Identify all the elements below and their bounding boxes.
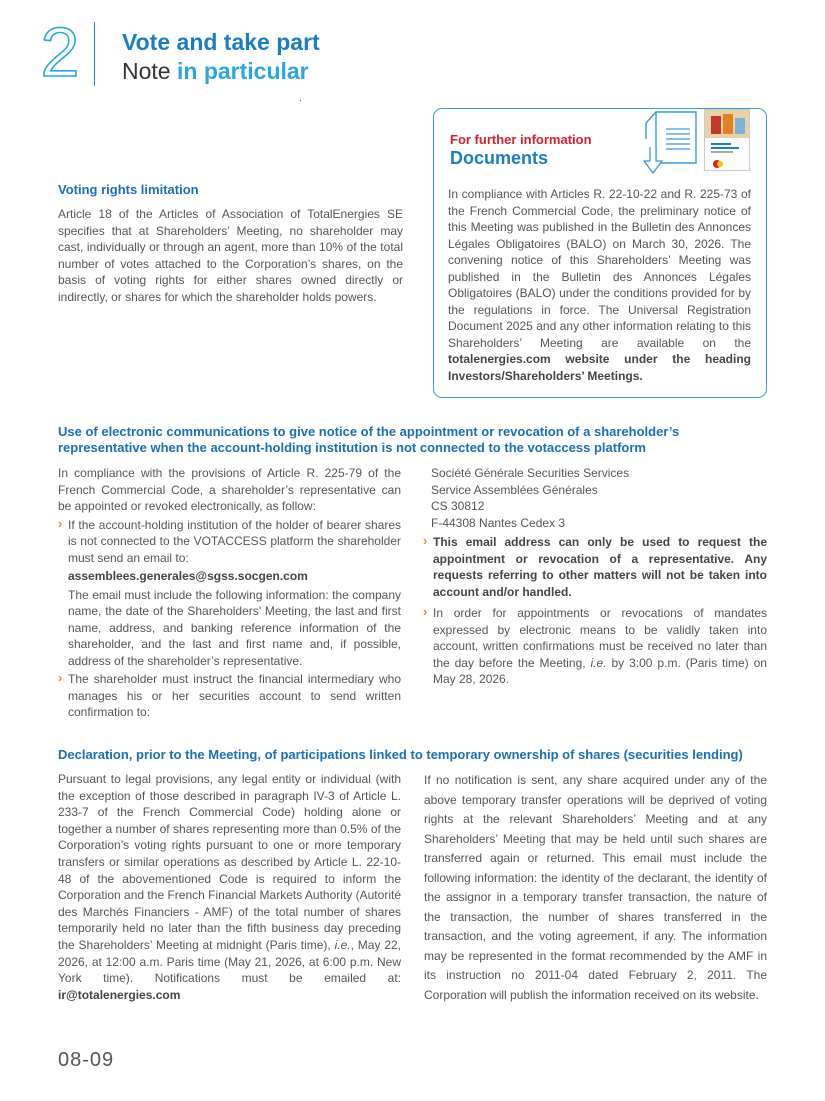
info-box-title: Documents <box>450 148 549 168</box>
page-subtitle <box>122 58 309 85</box>
deadline-text-b: by 3:00 p.m. (Paris time) on May 28, 2026. <box>433 655 767 686</box>
bullet-bearer-shares-text: If the account-holding institution of the holder of bearer shares is not connected to the VOTACCESS platform the shareholder must send an email to: <box>68 517 401 565</box>
electronic-right-column <box>423 465 767 688</box>
document-cover-thumbnail <box>704 109 750 171</box>
chapter-number <box>32 14 88 86</box>
document-download-icon <box>638 109 700 179</box>
subtitle-prefix: Note <box>122 58 171 84</box>
deadline-text-a: In order for appointments or revocations of mandates expressed by electronic means to be validly taken into account, written confirmations must be received no later than the day before the Meeting, <box>433 606 767 670</box>
declaration-left-text <box>58 771 401 1003</box>
voting-rights-body: Article 18 of the Articles of Association of TotalEnergies SE specifies that at Shareholders’ Meeting, no shareholder may cast, individually or through an agent, more than 10% of the total number of votes attached to the Corporation’s shares, on the basis of voting rights for either shares owned directly or indirectly, or shares for which the shareholder holds powers. <box>58 207 403 304</box>
ir-email: ir@totalenergies.com <box>58 987 181 1002</box>
declaration-left-a: Pursuant to legal provisions, any legal entity or individual (with the exception of those described in paragraph IV-3 of Article L. 233-7 of the French Commercial Code) holding alone or together a number of shares representing more than 0.5% of the Corporation’s voting rights pursuant to one or more temporary transfers or similar operations as described by Article L. 22-10-48 of the abovementioned Code is required to inform the Corporation and the French Financial Markets Authority (Autorité des Marchés Financiers - AMF) of the total number of shares temporarily held no later than the fifth business day preceding the Shareholders’ Meeting at midnight (Paris time), <box>58 772 401 952</box>
subtitle-accent: in particular <box>176 58 309 84</box>
page-title: Vote and take part <box>122 29 320 55</box>
info-box-label: For further information <box>450 132 592 147</box>
email-required-info: The email must include the following information: the company name, the date of the Shareholders’ Meeting, the last and first name, address, and banking reference information of the shareholder, and the last and first name and, if possible, address of the shareholder’s representative. <box>68 587 401 668</box>
bullet-email-usage-text: This email address can only be used to request the appointment or revocation of a representative. Any requests referring to other matters will not be taken into account and/or handled. <box>433 535 767 599</box>
sgss-address-line-4: F-44308 Nantes Cedex 3 <box>431 515 566 530</box>
header-divider <box>94 22 95 86</box>
info-box-link-text: totalenergies.com website under the heading Investors/Shareholders’ Meetings. <box>448 352 751 383</box>
assemblees-email: assemblees.generales@sgss.socgen.com <box>68 569 308 583</box>
electronic-intro: In compliance with the provisions of Article R. 225-79 of the French Commercial Code, a shareholder’s representative can be appointed or revoked electronically, as follow: <box>58 466 401 513</box>
info-box-body: In compliance with Articles R. 22-10-22 and R. 225-73 of the French Commercial Code, the preliminary notice of this Meeting was published in the Bulletin des Annonces Légales Obligatoires (BALO) on March 30, 2026. The convening notice of this Shareholders’ Meeting was published in the Bulletin des Annonces Légales Obligatoires (BALO) under the conditions provided for by the regulations in force. The Universal Registration Document 2025 and any other information relating to this Shareholders’ Meeting are available on the <box>448 187 751 350</box>
sgss-address-line-3: CS 30812 <box>431 499 485 513</box>
declaration-right-text: If no notification is sent, any share acquired under any of the above temporary transfer operations will be deprived of voting rights at the relevant Shareholders’ Meeting and at any Shareholders’ Meeting that may be held until such shares are transferred again or returned. This email must include the following information: the identity of the declarant, the identity of the assignor in a temporary transfer transaction, the nature of the transaction, the number of shares transferred in the transaction, and the voting agreement, if any. The information may be represented in the format recommended by the AMF in its instruction no 2011-04 dated February 2, 2011. The Corporation will publish the information received on its website. <box>424 773 767 1002</box>
stray-dot <box>300 100 301 101</box>
sgss-address-line-1: Société Générale Securities Services <box>431 466 630 480</box>
page-number: 08-09 <box>58 1049 115 1071</box>
bullet-financial-intermediary <box>58 671 401 721</box>
declaration-left-b: , May 22, 2026, at 12:00 a.m. Paris time (May 21, 2026, at 6:00 p.m. New York time). Notifications must be emailed at: <box>58 937 402 986</box>
bullet-bearer-shares <box>58 517 401 567</box>
electronic-left-column <box>58 465 401 721</box>
voting-rights-heading: Voting rights limitation <box>58 182 199 197</box>
info-box-text <box>448 186 751 384</box>
declaration-heading: Declaration, prior to the Meeting, of participations linked to temporary ownership of shares (securities lending) <box>58 747 743 762</box>
deadline-italic: i.e. <box>590 655 607 670</box>
electronic-communications-heading: Use of electronic communications to give notice of the appointment or revocation of a shareholder’s representative when the account-holding institution is not connected to the votaccess platform <box>58 424 680 455</box>
further-information-box <box>433 108 767 398</box>
bullet-confirmation-deadline <box>423 605 767 688</box>
sgss-address-line-2: Service Assemblées Générales <box>431 482 598 497</box>
bullet-email-usage <box>423 534 767 600</box>
declaration-left-italic: i.e. <box>334 937 351 952</box>
chapter-number-text: 2 <box>40 14 80 86</box>
bullet-financial-intermediary-text: The shareholder must instruct the financial intermediary who manages his or her securities account to send written confirmation to: <box>68 672 401 719</box>
